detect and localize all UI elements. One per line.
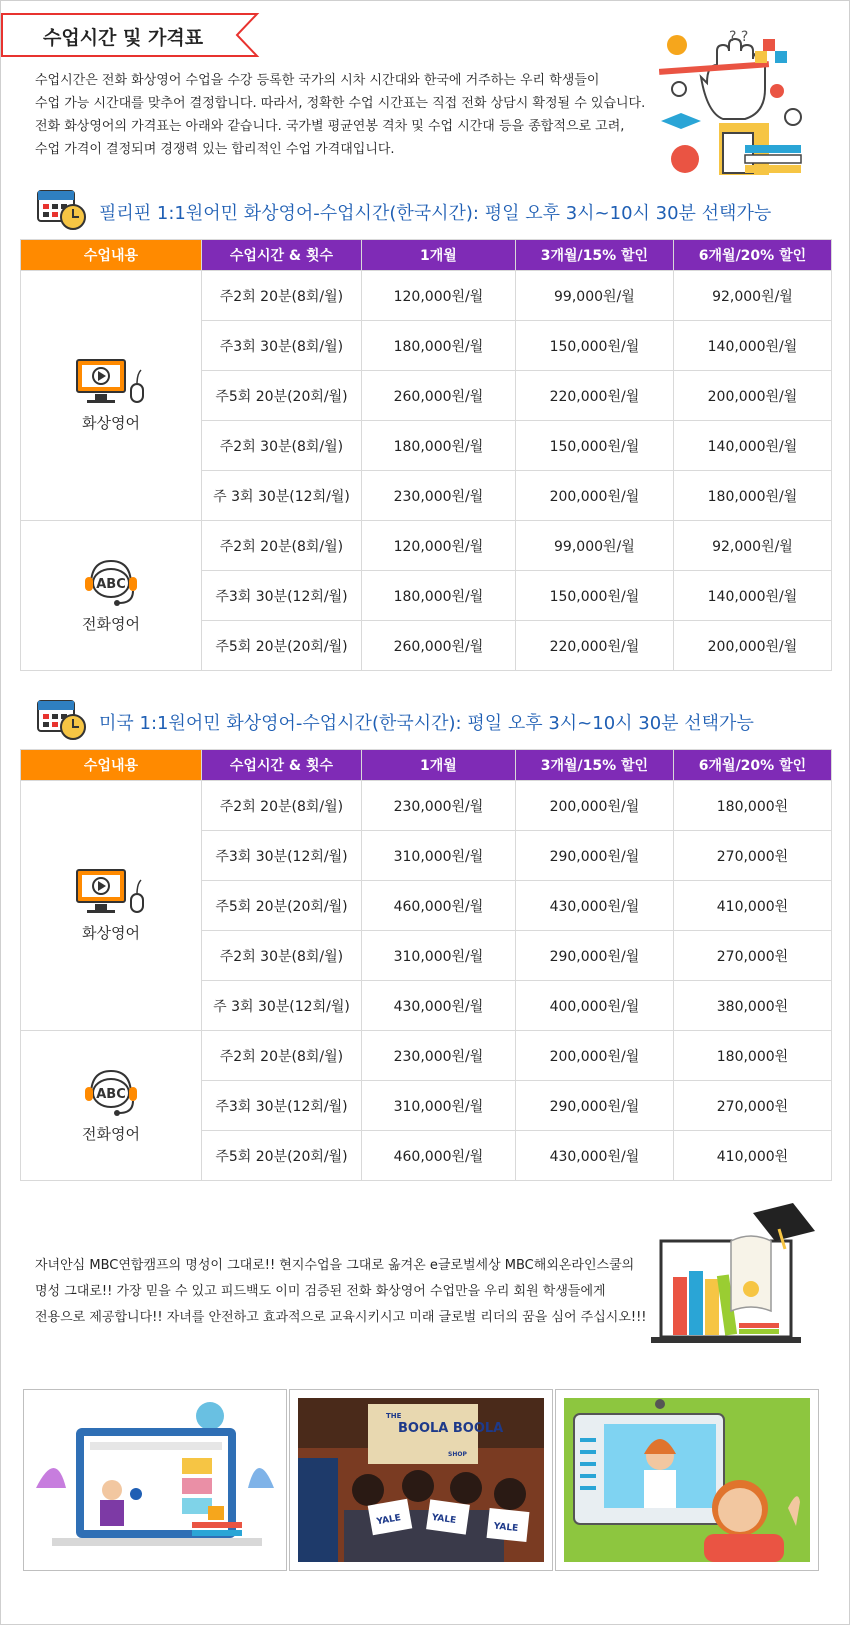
table-header-row bbox=[21, 750, 832, 781]
price-1m-cell: 180,000원/월 bbox=[362, 421, 516, 471]
schedule-cell: 주5회 20분(20회/월) bbox=[201, 621, 361, 671]
philippines-heading bbox=[37, 187, 797, 235]
price-3m-cell: 430,000원/월 bbox=[515, 881, 673, 931]
schedule-cell: 주3회 30분(12회/월) bbox=[201, 571, 361, 621]
schedule-cell: 주5회 20분(20회/월) bbox=[201, 1131, 361, 1181]
price-3m-cell: 400,000원/월 bbox=[515, 981, 673, 1031]
price-1m-cell: 180,000원/월 bbox=[362, 571, 516, 621]
table-row bbox=[21, 271, 832, 321]
price-1m-cell: 310,000원/월 bbox=[362, 931, 516, 981]
category-phone-cell bbox=[21, 521, 202, 671]
video-call-illustration bbox=[555, 1389, 819, 1571]
price-1m-cell: 230,000원/월 bbox=[362, 781, 516, 831]
price-1m-cell: 430,000원/월 bbox=[362, 981, 516, 1031]
abc-headset-icon bbox=[81, 557, 141, 607]
price-3m-cell: 220,000원/월 bbox=[515, 621, 673, 671]
promo-line: 자녀안심 MBC연합캠프의 명성이 그대로!! 현지수업을 그대로 옮겨온 e글로벌세상 MBC해외온라인스쿨의 bbox=[35, 1258, 635, 1273]
usa-heading-text: 미국 1:1원어민 화상영어-수업시간(한국시간): 평일 오후 3시~10시 30분 선택가능 bbox=[99, 713, 754, 734]
monitor-mouse-icon bbox=[75, 358, 147, 406]
col-header: 수업시간 & 횟수 bbox=[201, 750, 361, 781]
price-6m-cell: 270,000원 bbox=[673, 831, 831, 881]
category-label: 화상영어 bbox=[81, 414, 140, 432]
price-6m-cell: 92,000원/월 bbox=[673, 271, 831, 321]
col-header: 3개월/15% 할인 bbox=[515, 240, 673, 271]
intro-line: 수업시간은 전화 화상영어 수업을 수강 등록한 국가의 시차 시간대와 한국에 거주하는 우리 학생들이 bbox=[35, 73, 600, 88]
col-header: 수업시간 & 횟수 bbox=[201, 240, 361, 271]
schedule-cell: 주3회 30분(12회/월) bbox=[201, 831, 361, 881]
col-header: 1개월 bbox=[362, 240, 516, 271]
intro-text bbox=[35, 69, 646, 161]
price-6m-cell: 92,000원/월 bbox=[673, 521, 831, 571]
price-6m-cell: 140,000원/월 bbox=[673, 321, 831, 371]
monitor-mouse-icon bbox=[75, 868, 147, 916]
schedule-cell: 주 3회 30분(12회/월) bbox=[201, 471, 361, 521]
page-title-ribbon bbox=[1, 13, 269, 57]
philippines-price-table bbox=[20, 239, 832, 671]
sign-text-yale: YALE bbox=[493, 1521, 519, 1535]
schedule-cell: 주2회 20분(8회/월) bbox=[201, 1031, 361, 1081]
price-3m-cell: 99,000원/월 bbox=[515, 271, 673, 321]
col-header: 3개월/15% 할인 bbox=[515, 750, 673, 781]
price-1m-cell: 230,000원/월 bbox=[362, 1031, 516, 1081]
price-1m-cell: 120,000원/월 bbox=[362, 271, 516, 321]
price-1m-cell: 120,000원/월 bbox=[362, 521, 516, 571]
price-6m-cell: 410,000원 bbox=[673, 1131, 831, 1181]
category-video-cell bbox=[21, 271, 202, 521]
table-row bbox=[21, 1031, 832, 1081]
education-hand-icon bbox=[659, 25, 809, 185]
price-6m-cell: 200,000원/월 bbox=[673, 621, 831, 671]
usa-price-table bbox=[20, 749, 832, 1181]
col-header: 1개월 bbox=[362, 750, 516, 781]
category-label: 화상영어 bbox=[81, 924, 140, 942]
calendar-clock-icon bbox=[37, 187, 87, 231]
online-class-illustration bbox=[23, 1389, 287, 1571]
yale-students-image bbox=[298, 1398, 544, 1562]
students-photo bbox=[289, 1389, 553, 1571]
price-3m-cell: 290,000원/월 bbox=[515, 931, 673, 981]
page-title: 수업시간 및 가격표 bbox=[43, 27, 204, 49]
col-header: 6개월/20% 할인 bbox=[673, 240, 831, 271]
price-1m-cell: 310,000원/월 bbox=[362, 1081, 516, 1131]
schedule-cell: 주2회 20분(8회/월) bbox=[201, 271, 361, 321]
price-3m-cell: 290,000원/월 bbox=[515, 1081, 673, 1131]
price-6m-cell: 140,000원/월 bbox=[673, 571, 831, 621]
sign-text-shop: SHOP bbox=[448, 1451, 467, 1458]
price-3m-cell: 150,000원/월 bbox=[515, 421, 673, 471]
price-3m-cell: 220,000원/월 bbox=[515, 371, 673, 421]
sign-text-yale: YALE bbox=[375, 1513, 402, 1528]
sign-text-yale: YALE bbox=[431, 1512, 457, 1527]
price-3m-cell: 150,000원/월 bbox=[515, 571, 673, 621]
promo-line: 전용으로 제공합니다!! 자녀를 안전하고 효과적으로 교육시키시고 미래 글로벌 리더의 꿈을 심어 주십시오!!! bbox=[35, 1310, 647, 1325]
schedule-cell: 주 3회 30분(12회/월) bbox=[201, 981, 361, 1031]
price-1m-cell: 460,000원/월 bbox=[362, 1131, 516, 1181]
price-6m-cell: 140,000원/월 bbox=[673, 421, 831, 471]
col-header: 수업내용 bbox=[21, 240, 202, 271]
schedule-cell: 주2회 20분(8회/월) bbox=[201, 781, 361, 831]
calendar-clock-icon bbox=[37, 697, 87, 741]
price-6m-cell: 270,000원 bbox=[673, 1081, 831, 1131]
price-1m-cell: 180,000원/월 bbox=[362, 321, 516, 371]
intro-line: 수업 가능 시간대를 맞추어 결정합니다. 따라서, 정확한 수업 시간표는 직접 전화 상담시 확정될 수 있습니다. bbox=[35, 96, 646, 111]
price-6m-cell: 200,000원/월 bbox=[673, 371, 831, 421]
price-6m-cell: 180,000원/월 bbox=[673, 471, 831, 521]
usa-heading bbox=[37, 697, 797, 745]
price-1m-cell: 310,000원/월 bbox=[362, 831, 516, 881]
price-3m-cell: 200,000원/월 bbox=[515, 1031, 673, 1081]
table-row bbox=[21, 781, 832, 831]
laptop-lesson-image bbox=[32, 1398, 278, 1562]
price-3m-cell: 200,000원/월 bbox=[515, 781, 673, 831]
category-label: 전화영어 bbox=[81, 615, 140, 633]
schedule-cell: 주3회 30분(12회/월) bbox=[201, 1081, 361, 1131]
price-6m-cell: 180,000원 bbox=[673, 1031, 831, 1081]
category-phone-cell bbox=[21, 1031, 202, 1181]
price-3m-cell: 99,000원/월 bbox=[515, 521, 673, 571]
price-1m-cell: 460,000원/월 bbox=[362, 881, 516, 931]
col-header: 수업내용 bbox=[21, 750, 202, 781]
price-3m-cell: 290,000원/월 bbox=[515, 831, 673, 881]
schedule-cell: 주5회 20분(20회/월) bbox=[201, 881, 361, 931]
svg-text:ABC: ABC bbox=[96, 577, 126, 592]
price-3m-cell: 430,000원/월 bbox=[515, 1131, 673, 1181]
price-6m-cell: 180,000원 bbox=[673, 781, 831, 831]
video-call-image bbox=[564, 1398, 810, 1562]
price-1m-cell: 230,000원/월 bbox=[362, 471, 516, 521]
category-video-cell bbox=[21, 781, 202, 1031]
graduation-books-icon bbox=[651, 1201, 821, 1351]
schedule-cell: 주3회 30분(8회/월) bbox=[201, 321, 361, 371]
schedule-cell: 주5회 20분(20회/월) bbox=[201, 371, 361, 421]
col-header: 6개월/20% 할인 bbox=[673, 750, 831, 781]
table-row bbox=[21, 521, 832, 571]
price-3m-cell: 150,000원/월 bbox=[515, 321, 673, 371]
schedule-cell: 주2회 30분(8회/월) bbox=[201, 421, 361, 471]
promo-line: 명성 그대로!! 가장 믿을 수 있고 피드백도 이미 검증된 전화 화상영어 수업만을 우리 회원 학생들에게 bbox=[35, 1284, 606, 1299]
table-header-row bbox=[21, 240, 832, 271]
category-label: 전화영어 bbox=[81, 1125, 140, 1143]
intro-line: 수업 가격이 결정되며 경쟁력 있는 합리적인 수업 가격대입니다. bbox=[35, 142, 395, 157]
schedule-cell: 주2회 20분(8회/월) bbox=[201, 521, 361, 571]
promo-text bbox=[35, 1253, 647, 1331]
svg-text:? ?: ? ? bbox=[729, 29, 749, 45]
sign-text-boola: BOOLA BOOLA bbox=[398, 1421, 504, 1436]
price-1m-cell: 260,000원/월 bbox=[362, 371, 516, 421]
price-3m-cell: 200,000원/월 bbox=[515, 471, 673, 521]
sign-text-the: THE bbox=[386, 1412, 402, 1420]
intro-line: 전화 화상영어의 가격표는 아래와 같습니다. 국가별 평균연봉 격차 및 수업 시간대 등을 종합적으로 고려, bbox=[35, 119, 625, 134]
price-1m-cell: 260,000원/월 bbox=[362, 621, 516, 671]
svg-text:ABC: ABC bbox=[96, 1087, 126, 1102]
price-6m-cell: 270,000원 bbox=[673, 931, 831, 981]
schedule-cell: 주2회 30분(8회/월) bbox=[201, 931, 361, 981]
price-6m-cell: 410,000원 bbox=[673, 881, 831, 931]
abc-headset-icon bbox=[81, 1067, 141, 1117]
price-6m-cell: 380,000원 bbox=[673, 981, 831, 1031]
philippines-heading-text: 필리핀 1:1원어민 화상영어-수업시간(한국시간): 평일 오후 3시~10시 30분 선택가능 bbox=[99, 203, 772, 224]
